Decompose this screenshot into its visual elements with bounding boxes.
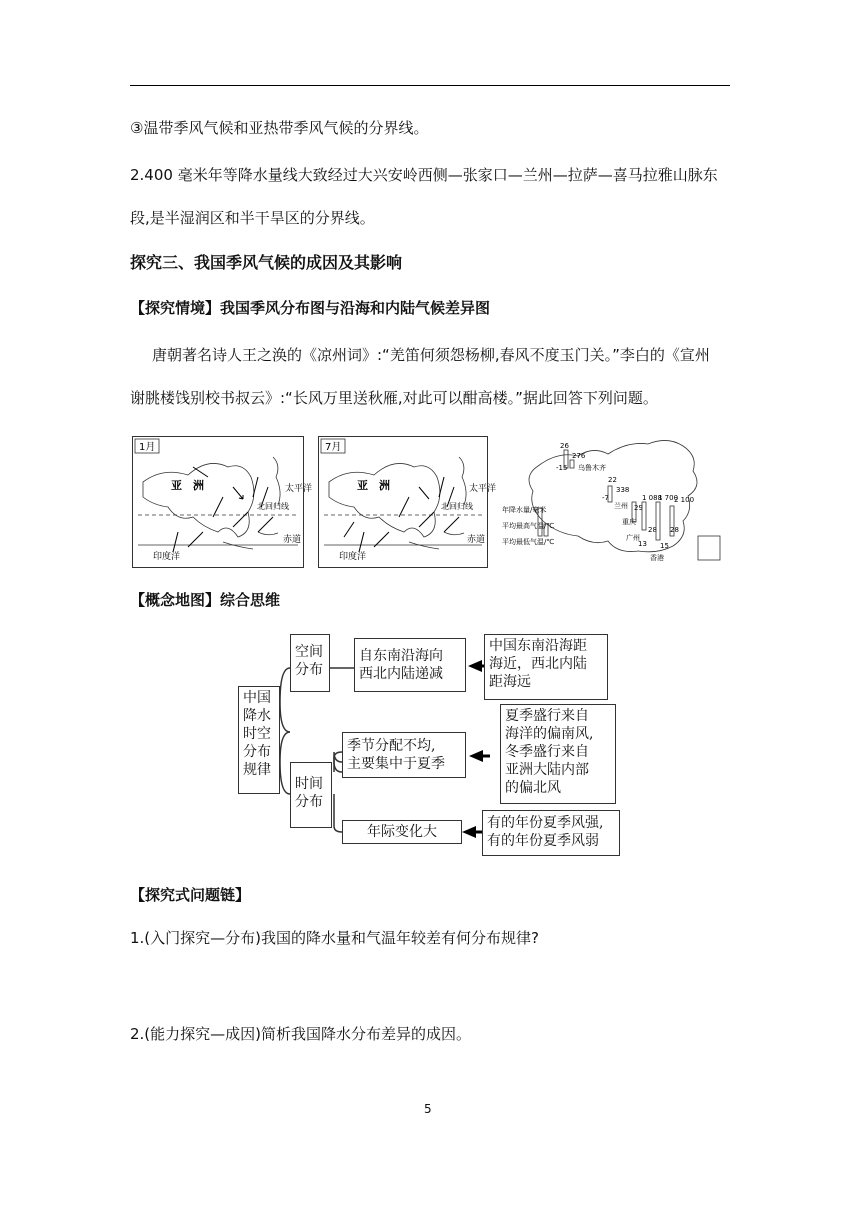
china-value: 2 100 (674, 496, 695, 504)
jan-indian-label: 印度洋 (153, 552, 181, 562)
china-value: -15 (556, 464, 568, 472)
jul-pacific-label: 太平洋 (469, 484, 497, 494)
text-line-1: ③温带季风气候和亚热带季风气候的分界线。 (130, 119, 429, 137)
jan-tropic-label: 北回归线 (257, 502, 289, 511)
jan-asia-label: 亚 洲 (171, 479, 204, 492)
page-number: 5 (424, 1102, 432, 1116)
time-line: 时间 (295, 776, 323, 792)
concept-root-line: 时空 (243, 726, 271, 742)
concept-map-heading: 【概念地图】综合思维 (130, 591, 281, 609)
space-reason-box (484, 634, 608, 700)
china-value: 22 (608, 476, 617, 484)
year-reason-box (482, 810, 620, 856)
year-reason-line: 有的年份夏季风强, (487, 815, 604, 831)
time-distribution-box (290, 762, 332, 828)
jan-equator-label: 赤道 (283, 535, 302, 545)
jan-month-label: 1月 (139, 442, 156, 453)
july-monsoon-map (318, 436, 497, 568)
season-result-line: 季节分配不均, (347, 738, 436, 754)
jul-asia-label: 亚 洲 (357, 479, 390, 492)
question-2: 2.(能力探究—成因)简析我国降水分布差异的成因。 (130, 1025, 472, 1043)
year-reason-line: 有的年份夏季风弱 (487, 833, 599, 849)
jul-month-label: 7月 (325, 442, 342, 453)
china-value: 29 (634, 504, 643, 512)
jul-tropic-label: 北回归线 (441, 502, 473, 511)
space-result-box (354, 638, 466, 692)
year-result-line: 年际变化大 (367, 824, 437, 840)
city-label: 乌鲁木齐 (578, 464, 606, 472)
china-climate-map (498, 436, 728, 566)
china-value: 28 (648, 526, 657, 534)
poem-line-2: 谢朓楼饯别校书叔云》:“长风万里送秋雁,对此可以酣高楼。”据此回答下列问题。 (130, 389, 658, 407)
legend-label: 年降水量/毫米 (502, 506, 547, 514)
china-value: 26 (560, 442, 569, 450)
city-label: 兰州 (614, 502, 628, 510)
january-monsoon-map (132, 436, 313, 568)
city-label: 香港 (650, 554, 664, 562)
text-line-3: 段,是半湿润区和半干旱区的分界线。 (130, 209, 375, 227)
header-rule (130, 85, 730, 86)
concept-root-line: 中国 (243, 690, 271, 706)
season-reason-line: 冬季盛行来自 (505, 744, 589, 760)
jan-pacific-label: 太平洋 (285, 484, 313, 494)
concept-root-line: 规律 (243, 762, 271, 778)
space-reason-line: 距海远 (489, 674, 531, 690)
season-reason-line: 海洋的偏南风, (505, 726, 594, 742)
space-result-line: 自东南沿海向 (359, 648, 443, 664)
china-value: 1 088 (642, 494, 663, 502)
space-line: 分布 (295, 662, 323, 678)
city-label: 广州 (626, 534, 640, 542)
space-reason-line: 中国东南沿海距 (489, 638, 587, 654)
jul-indian-label: 印度洋 (339, 552, 367, 562)
city-label: 重庆 (622, 518, 636, 526)
china-value: 28 (670, 526, 679, 534)
jul-equator-label: 赤道 (467, 535, 486, 545)
concept-root-box (238, 686, 280, 794)
question-chain-heading: 【探究式问题链】 (130, 886, 251, 904)
china-value: -7 (602, 494, 609, 502)
time-line: 分布 (295, 794, 323, 810)
year-result-box (342, 820, 462, 844)
season-reason-line: 夏季盛行来自 (505, 708, 589, 724)
poem-line-1: 唐朝著名诗人王之涣的《凉州词》:“羌笛何须怨杨柳,春风不度玉门关。”李白的《宣州 (152, 346, 710, 364)
text-line-2: 2.400 毫米年等降水量线大致经过大兴安岭西侧—张家口—兰州—拉萨—喜马拉雅山脉东 (130, 166, 718, 184)
concept-root-line: 降水 (243, 708, 271, 724)
china-value: 13 (638, 540, 647, 548)
china-value: 1 700 (658, 494, 679, 502)
china-value: 15 (660, 542, 669, 550)
space-reason-line: 海近，西北内陆 (489, 656, 587, 672)
season-result-line: 主要集中于夏季 (347, 756, 445, 772)
space-line: 空间 (295, 644, 323, 660)
legend-label: 平均最高气温/℃ (502, 522, 555, 530)
question-1: 1.(入门探究—分布)我国的降水量和气温年较差有何分布规律? (130, 929, 539, 947)
china-value: 276 (572, 452, 586, 460)
season-reason-box (500, 704, 616, 804)
china-value: 338 (616, 486, 630, 494)
legend-label: 平均最低气温/℃ (502, 538, 555, 546)
season-reason-line: 亚洲大陆内部 (505, 762, 589, 778)
concept-root-line: 分布 (243, 744, 271, 760)
season-result-box (342, 732, 466, 778)
section-heading: 探究三、我国季风气候的成因及其影响 (130, 253, 403, 272)
space-result-line: 西北内陆递减 (359, 666, 443, 682)
concept-map (238, 632, 622, 860)
context-heading: 【探究情境】我国季风分布图与沿海和内陆气候差异图 (130, 299, 491, 317)
season-reason-line: 的偏北风 (505, 780, 561, 796)
space-distribution-box (290, 634, 330, 692)
